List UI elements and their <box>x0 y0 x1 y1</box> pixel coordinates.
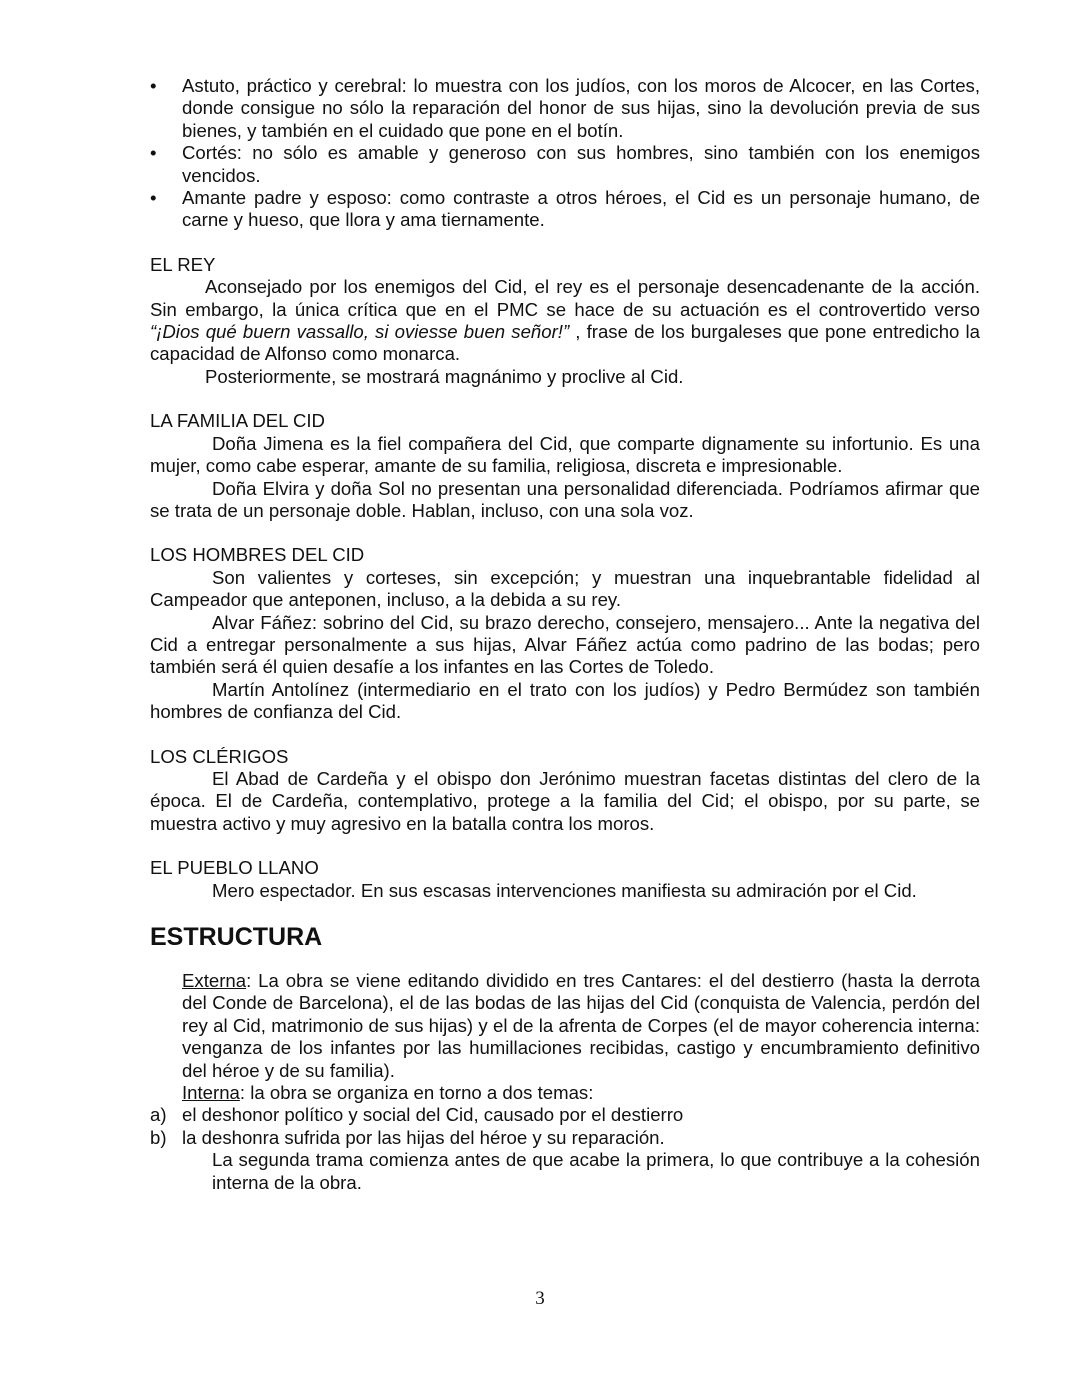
section-familia-del-cid <box>150 410 980 522</box>
list-text: el deshonor político y social del Cid, causado por el destierro <box>182 1104 684 1126</box>
section-el-rey <box>150 254 980 388</box>
bullet-marker: • <box>150 187 157 209</box>
bullet-text: Amante padre y esposo: como contraste a otros héroes, el Cid es un personaje humano, de carne y hueso, que llora y ama tiernamente. <box>182 187 980 231</box>
externa-label: Externa <box>182 970 247 991</box>
paragraph-text: , frase de los burgaleses que pone entredicho la capacidad de Alfonso como monarca. <box>150 321 980 365</box>
paragraph <box>150 276 980 366</box>
section-hombres-del-cid <box>150 544 980 723</box>
paragraph: Doña Jimena es la fiel compañera del Cid, que comparte dignamente su infortunio. Es una mujer, como cabe esperar, amante de su familia, religiosa, discreta e impresionable. <box>150 432 980 477</box>
quote-text: “¡Dios qué buern vassallo, si oviesse buen señor!” <box>150 321 570 343</box>
paragraph: Alvar Fáñez: sobrino del Cid, su brazo derecho, consejero, mensajero... Ante la negativa del Cid a entregar personalmente a sus hijas, Alvar Fáñez actúa como padrino de las bodas; pero también será él quien desafíe a los infantes en las Cortes de Toledo. <box>150 611 980 678</box>
bullet-item <box>150 187 980 232</box>
bullet-marker: • <box>150 142 157 164</box>
closing-paragraph: La segunda trama comienza antes de que acabe la primera, lo que contribuye a la cohesión interna de la obra. <box>212 1149 980 1193</box>
document-page <box>150 75 980 1194</box>
paragraph: Posteriormente, se mostrará magnánimo y proclive al Cid. <box>205 365 684 387</box>
section-heading: EL REY <box>150 253 216 275</box>
interna-label: Interna <box>182 1082 240 1104</box>
list-text: la deshonra sufrida por las hijas del héroe y su reparación. <box>182 1126 665 1148</box>
paragraph-text: Aconsejado por los enemigos del Cid, el rey es el personaje desencadenante de la acción. Sin embargo, la única crítica que en el PMC se hace de su actuación es el controvertido verso <box>150 276 980 320</box>
bullet-item <box>150 75 980 142</box>
bullet-marker: • <box>150 75 157 96</box>
section-heading: LOS CLÉRIGOS <box>150 745 289 767</box>
paragraph-text: : La obra se viene editando dividido en tres Cantares: el del destierro (hasta la derrota del Conde de Barcelona), el de las bodas de las hijas del Cid (conquista de Valencia, perdón del rey al Cid, matrimonio de sus hijas) y el de la afrenta de Corpes (el de mayor coherencia interna: venganza de los infantes por las humillaciones recibidas, castigo y encumbramiento definitivo del héroe y de su familia). <box>182 970 980 1081</box>
paragraph: El Abad de Cardeña y el obispo don Jerónimo muestran facetas distintas del clero de la época. El de Cardeña, contemplativo, protege a la familia del Cid; el obispo, por su parte, se muestra activo y muy agresivo en la batalla contra los moros. <box>150 767 980 834</box>
paragraph: Son valientes y corteses, sin excepción; y muestran una inquebrantable fidelidad al Campeador que anteponen, incluso, a la debida a su rey. <box>150 566 980 611</box>
estructura-heading: ESTRUCTURA <box>150 923 323 951</box>
paragraph: Martín Antolínez (intermediario en el trato con los judíos) y Pedro Bermúdez son también hombres de confianza del Cid. <box>150 678 980 723</box>
section-heading: EL PUEBLO LLANO <box>150 857 319 879</box>
section-heading: LOS HOMBRES DEL CID <box>150 544 365 566</box>
list-marker: a) <box>150 1104 167 1126</box>
paragraph: Doña Elvira y doña Sol no presentan una personalidad diferenciada. Podríamos afirmar que se trata de un personaje doble. Hablan, incluso, con una sola voz. <box>150 477 980 521</box>
list-item <box>150 1104 980 1126</box>
interna-paragraph <box>182 1082 980 1104</box>
externa-paragraph <box>182 970 980 1082</box>
page-number: 3 <box>535 1288 545 1309</box>
bullet-text: Astuto, práctico y cerebral: lo muestra con los judíos, con los moros de Alcocer, en las Cortes, donde consigue no sólo la reparación del honor de sus hijas, sino la devolución previa de sus bienes, y también en el cuidado que pone en el botín. <box>182 75 980 141</box>
traits-bullet-list <box>150 75 980 232</box>
bullet-item <box>150 142 980 187</box>
estructura-body <box>150 970 980 1104</box>
list-marker: b) <box>150 1126 167 1148</box>
paragraph-text: : la obra se organiza en torno a dos temas: <box>239 1082 594 1104</box>
section-clerigos <box>150 746 980 836</box>
bullet-text: Cortés: no sólo es amable y generoso con sus hombres, sino también con los enemigos vencidos. <box>182 142 980 186</box>
section-pueblo-llano <box>150 857 980 902</box>
paragraph: Mero espectador. En sus escasas intervenciones manifiesta su admiración por el Cid. <box>212 879 917 901</box>
section-heading: LA FAMILIA DEL CID <box>150 410 325 432</box>
list-item <box>150 1127 980 1149</box>
temas-list <box>150 1104 980 1149</box>
